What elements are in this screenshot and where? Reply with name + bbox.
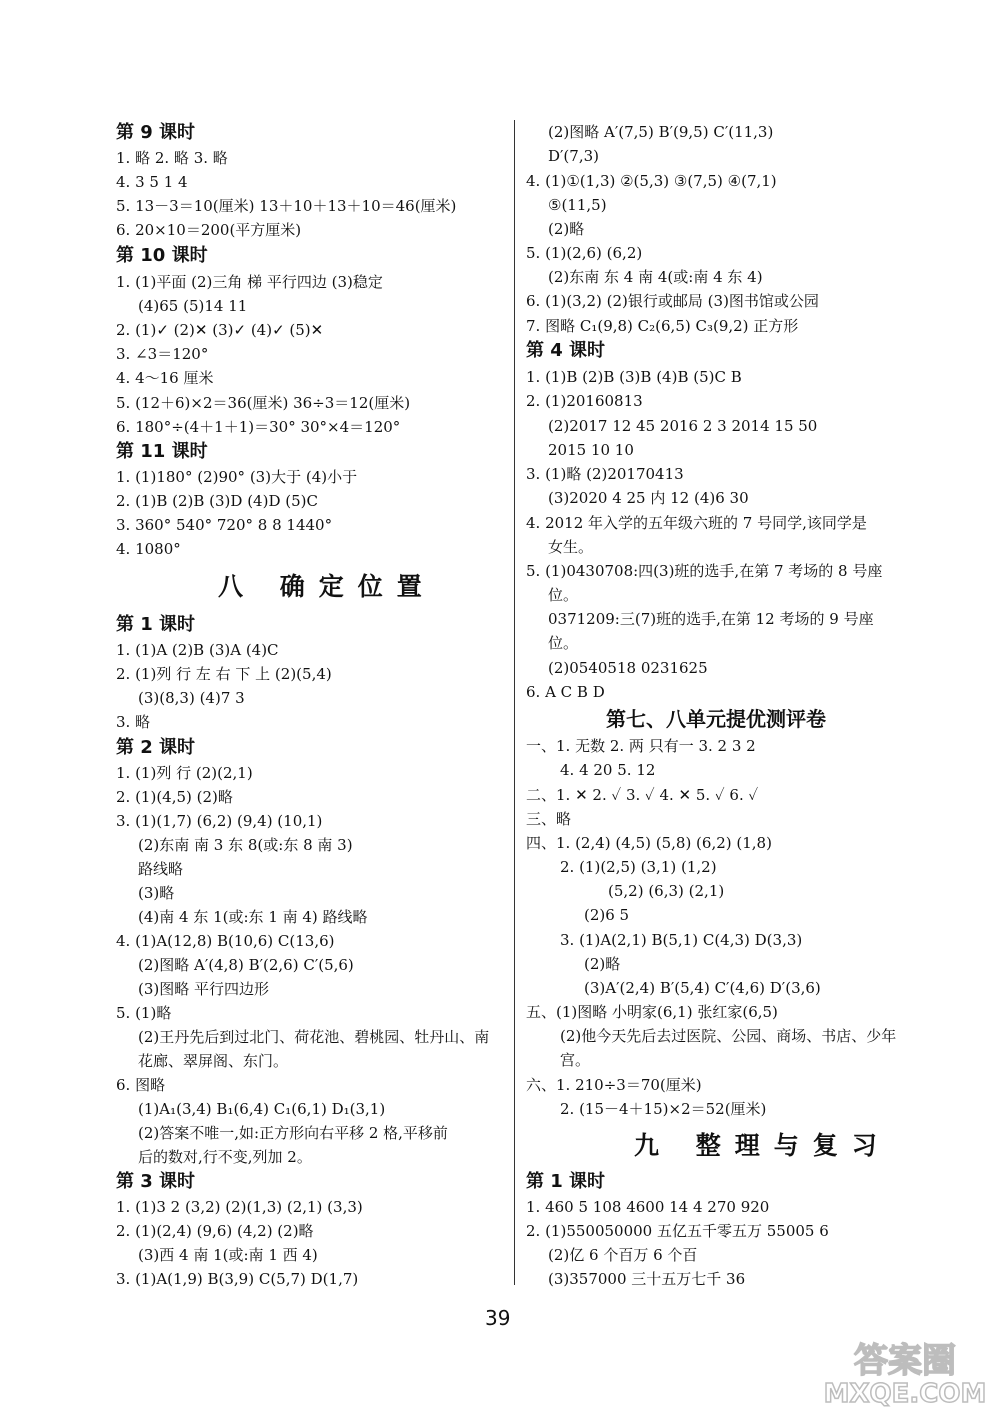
answer-line: (3)西 4 南 1(或:南 1 西 4) xyxy=(138,1246,318,1264)
answer-line: 5. 13－3＝10(厘米) 13＋10＋13＋10＝46(厘米) xyxy=(116,197,457,215)
answer-line: (4)65 (5)14 11 xyxy=(138,297,248,315)
answer-line: 2. (1)550050000 五亿五千零五万 55005 6 xyxy=(526,1222,829,1240)
unit-test-heading: 第七、八单元提优测评卷 xyxy=(606,707,826,731)
answer-line: (2)图略 A′(7,5) B′(9,5) C′(11,3) xyxy=(548,123,774,141)
answer-line: (2)略 xyxy=(584,955,621,973)
answer-line: 3. 略 xyxy=(116,713,151,731)
answer-line: 6. 图略 xyxy=(116,1076,166,1094)
answer-line: (5,2) (6,3) (2,1) xyxy=(608,882,725,900)
chapter-heading: 九 整理与复习 xyxy=(634,1131,891,1160)
chapter-heading: 八 确定位置 xyxy=(218,572,436,601)
section-title: 第 10 课时 xyxy=(116,245,208,266)
section-title: 第 1 课时 xyxy=(116,614,196,635)
answer-line: (2)王丹先后到过北门、荷花池、碧桃园、牡丹山、南 xyxy=(138,1028,490,1046)
section-title: 第 3 课时 xyxy=(116,1171,196,1192)
answer-line: (2)6 5 xyxy=(584,906,630,924)
answer-line: 6. 180°÷(4＋1＋1)＝30° 30°×4＝120° xyxy=(116,418,401,436)
answer-line: 3. (1)A(1,9) B(3,9) C(5,7) D(1,7) xyxy=(116,1270,359,1288)
answer-line: 6. (1)(3,2) (2)银行或邮局 (3)图书馆或公园 xyxy=(526,292,819,310)
answer-line: 4. 4 20 5. 12 xyxy=(560,761,656,779)
section-title: 第 1 课时 xyxy=(526,1171,606,1192)
answer-line: 3. (1)(1,7) (6,2) (9,4) (10,1) xyxy=(116,812,323,830)
page-number: 39 xyxy=(485,1306,511,1330)
answer-line: 5. (1)(2,6) (6,2) xyxy=(526,244,643,262)
answer-line: (2)2017 12 45 2016 2 3 2014 15 50 xyxy=(548,417,818,435)
answer-line: (3)图略 平行四边形 xyxy=(138,980,270,998)
answer-line: 2015 10 10 xyxy=(548,441,634,459)
answer-line: 1. (1)列 行 (2)(2,1) xyxy=(116,764,253,782)
answer-line: 5. (1)0430708:四(3)班的选手,在第 7 考场的 8 号座 xyxy=(526,562,883,580)
answer-line: 后的数对,行不变,列加 2。 xyxy=(138,1148,312,1166)
answer-line: (3)2020 4 25 内 12 (4)6 30 xyxy=(548,489,749,507)
watermark-text: 答案圈 xyxy=(854,1341,956,1381)
answer-line: 1. (1)180° (2)90° (3)大于 (4)小于 xyxy=(116,468,358,486)
answer-line: 4. 4～16 厘米 xyxy=(116,369,214,387)
answer-line: 女生。 xyxy=(548,538,594,556)
answer-line: 1. (1)B (2)B (3)B (4)B (5)C B xyxy=(526,368,742,386)
answer-line: D′(7,3) xyxy=(548,147,599,165)
answer-line: 2. (1)(2,4) (9,6) (4,2) (2)略 xyxy=(116,1222,314,1240)
answer-line: 5. (1)略 xyxy=(116,1004,172,1022)
answer-line: 2. (1)✓ (2)✕ (3)✓ (4)✓ (5)✕ xyxy=(116,321,324,339)
answer-line: 二、1. ✕ 2. ✓ 3. ✓ 4. ✕ 5. ✓ 6. ✓ xyxy=(526,786,759,804)
section-title: 第 9 课时 xyxy=(116,122,196,143)
answer-line: 3. (1)略 (2)20170413 xyxy=(526,465,684,483)
answer-line: 三、略 xyxy=(526,810,572,828)
section-title: 第 11 课时 xyxy=(116,441,208,462)
answer-line: 1. 略 2. 略 3. 略 xyxy=(116,149,228,167)
answer-line: (2)图略 A′(4,8) B′(2,6) C′(5,6) xyxy=(138,956,354,974)
answer-line: 2. (15－4＋15)×2＝52(厘米) xyxy=(560,1100,767,1118)
answer-line: (2)东南 东 4 南 4(或:南 4 东 4) xyxy=(548,268,763,286)
answer-line: (4)南 4 东 1(或:东 1 南 4) 路线略 xyxy=(138,908,368,926)
answer-line: (2)他今天先后去过医院、公园、商场、书店、少年 xyxy=(560,1027,897,1045)
answer-line: 4. 2012 年入学的五年级六班的 7 号同学,该同学是 xyxy=(526,514,867,532)
answer-line: (2)0540518 0231625 xyxy=(548,659,708,677)
answer-line: 3. 360° 540° 720° 8 8 1440° xyxy=(116,516,333,534)
answer-line: 2. (1)(2,5) (3,1) (1,2) xyxy=(560,858,717,876)
section-title: 第 2 课时 xyxy=(116,737,196,758)
answer-line: 4. 1080° xyxy=(116,540,181,558)
answer-line: 3. (1)A(2,1) B(5,1) C(4,3) D(3,3) xyxy=(560,931,803,949)
answer-line: (3)357000 三十五万七千 36 xyxy=(548,1270,746,1288)
answer-line: 2. (1)20160813 xyxy=(526,392,643,410)
section-title: 第 4 课时 xyxy=(526,340,606,361)
answer-line: (2)东南 南 3 东 8(或:东 8 南 3) xyxy=(138,836,353,854)
answer-line: 1. (1)平面 (2)三角 梯 平行四边 (3)稳定 xyxy=(116,273,383,291)
answer-line: (3)A′(2,4) B′(5,4) C′(4,6) D′(3,6) xyxy=(584,979,821,997)
answer-line: 7. 图略 C₁(9,8) C₂(6,5) C₃(9,2) 正方形 xyxy=(526,317,799,335)
answer-line: 1. 460 5 108 4600 14 4 270 920 xyxy=(526,1198,770,1216)
answer-line: 位。 xyxy=(548,586,579,604)
answer-line: 1. (1)A (2)B (3)A (4)C xyxy=(116,641,279,659)
answer-line: (2)亿 6 个百万 6 个百 xyxy=(548,1246,698,1264)
answer-line: 2. (1)(4,5) (2)略 xyxy=(116,788,233,806)
column-divider xyxy=(514,120,515,1285)
answer-line: 2. (1)列 行 左 右 下 上 (2)(5,4) xyxy=(116,665,332,683)
answer-line: 1. (1)3 2 (3,2) (2)(1,3) (2,1) (3,3) xyxy=(116,1198,363,1216)
answer-line: (3)(8,3) (4)7 3 xyxy=(138,689,245,707)
answer-line: 五、(1)图略 小明家(6,1) 张红家(6,5) xyxy=(526,1003,778,1021)
answer-line: 5. (12＋6)×2＝36(厘米) 36÷3＝12(厘米) xyxy=(116,394,411,412)
answer-line: 6. A C B D xyxy=(526,683,605,701)
answer-line: 四、1. (2,4) (4,5) (5,8) (6,2) (1,8) xyxy=(526,834,772,852)
answer-line: 花廊、翠屏阁、东门。 xyxy=(138,1052,289,1070)
watermark-logo xyxy=(820,1330,990,1410)
answer-line: ⑤(11,5) xyxy=(548,196,607,214)
answer-line: 3. ∠3＝120° xyxy=(116,345,209,363)
answer-line: 4. (1)A(12,8) B(10,6) C(13,6) xyxy=(116,932,335,950)
answer-line: 2. (1)B (2)B (3)D (4)D (5)C xyxy=(116,492,318,510)
answer-line: 六、1. 210÷3＝70(厘米) xyxy=(526,1076,702,1094)
answer-line: 6. 20×10＝200(平方厘米) xyxy=(116,221,302,239)
answer-line: 位。 xyxy=(548,634,579,652)
answer-line: (2)答案不唯一,如:正方形向右平移 2 格,平移前 xyxy=(138,1124,448,1142)
answer-line: (1)A₁(3,4) B₁(6,4) C₁(6,1) D₁(3,1) xyxy=(138,1100,386,1118)
answer-line: 4. 3 5 1 4 xyxy=(116,173,188,191)
answer-line: 0371209:三(7)班的选手,在第 12 考场的 9 号座 xyxy=(548,610,874,628)
answer-line: 一、1. 无数 2. 两 只有一 3. 2 3 2 xyxy=(526,737,756,755)
answer-line: (2)略 xyxy=(548,220,585,238)
watermark-url: MXQE.COM xyxy=(823,1379,987,1409)
answer-line: (3)略 xyxy=(138,884,175,902)
answer-line: 4. (1)①(1,3) ②(5,3) ③(7,5) ④(7,1) xyxy=(526,172,777,190)
answer-line: 路线略 xyxy=(138,860,184,878)
answer-line: 宫。 xyxy=(560,1051,591,1069)
